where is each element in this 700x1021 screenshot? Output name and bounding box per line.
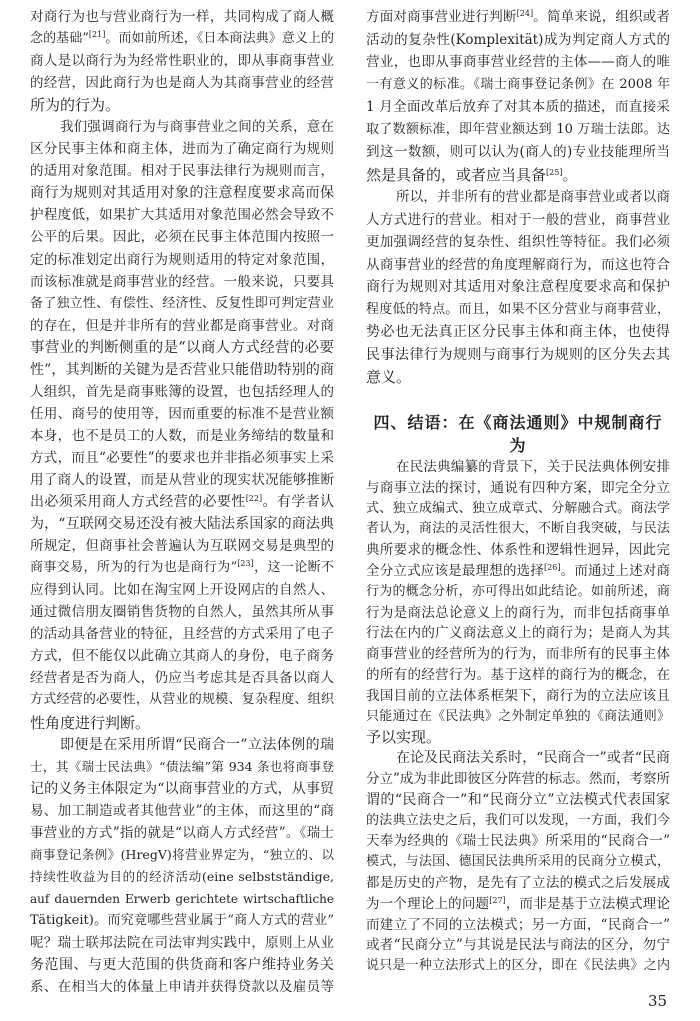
text-line: 的适用对象范围。相对于民事法律行为规则而言，	[30, 163, 334, 180]
text-line: 士，其《瑞士民法典》“债法编”第 934 条也将商事登	[30, 758, 334, 774]
section-heading: 四、结语：在《商法通则》中规制商行为	[373, 413, 663, 455]
text-line: auf dauernden Erwerb gerichtete wirtschaftliche	[30, 891, 334, 906]
text-line: 行为是商法总论意义上的商行为，而非包括商事单	[366, 604, 670, 621]
text-line: 一有意义的标准。《瑞士商事登记条例》在 2008 年	[366, 76, 670, 92]
text-line: 护程度低，如果扩大其适用对象范围必然会导致不	[30, 207, 334, 224]
text-line: 为，“互联网交易还没有被大陆法系国家的商法典	[30, 516, 334, 533]
text-line: 区分民事主体和商主体，进而为了确定商行为规则	[30, 141, 334, 158]
text-line: 记的义务主体限定为“以商事营业的方式，从事贸	[30, 780, 334, 797]
text-line: 念的基础”[21]。而如前所述，《日本商法典》意义上的	[30, 30, 334, 47]
text-line: 的法典立法史之后，我们可以发现，一方面，我们今	[366, 812, 670, 828]
text-line: 说只是一种立法形式上的区分，即在《民法典》之内	[366, 958, 670, 974]
text-line: 为一个理论上的问题[27]，而非是基于立法模式理论	[366, 895, 670, 912]
text-line: 意义。	[366, 368, 412, 386]
right-column-bottom	[366, 457, 670, 977]
citation-marker: [22]	[245, 494, 263, 504]
text-line: 事营业的判断侧重的是“以商人方式经营的必要	[30, 339, 334, 356]
text-line: 即便是在采用所谓“民商合一”立法体例的瑞	[60, 736, 334, 753]
text-line: 人方式进行的营业。相对于一般的营业，商事营业	[366, 211, 670, 228]
text-line: 易、加工制造或者其他营业”的主体，而这里的“商	[30, 802, 334, 819]
text-line: 商事营业的经营所为的行为，而非所有的民事主体	[366, 646, 670, 663]
text-line: 在民法典编纂的背景下，关于民法典体例安排	[396, 459, 670, 475]
text-line: 公平的后果。因此，必须在民事主体范围内按照一	[30, 229, 334, 246]
text-line: 性”，其判断的关键为是否营业只能借助特别的商	[30, 361, 334, 378]
text-line: 者认为，商法的灵活性很大，不断自我突破，与民法	[366, 521, 670, 537]
text-line: 更加强调经营的复杂性、组织性等特征。我们必须	[366, 234, 670, 250]
text-line: 而该标准就是商事营业的经营。一般来说，只要具	[30, 273, 334, 290]
text-line: Tätigkeit)。而究竟哪些营业属于“商人方式的营业”	[30, 912, 334, 928]
text-line: 商行为规则对其适用对象的注意程度要求高而保	[30, 185, 334, 202]
left-column	[30, 6, 334, 998]
text-line: 人组织，首先是商事账簿的设置，也包括经理人的	[30, 383, 334, 400]
text-line: 营业，也即从事商事营业经营的主体——商人的唯	[366, 54, 670, 70]
text-line: 备了独立性、有偿性、经济性、反复性即可判定营业	[30, 295, 334, 311]
text-line: 全分立式应该是最理想的选择[26]。而通过上述对商	[366, 562, 670, 579]
citation-marker: [25]	[546, 167, 563, 177]
text-line: 予以实现。	[366, 728, 442, 747]
text-line: 本身，也不是员工的人数，而是业务缔结的数量和	[30, 427, 334, 444]
text-line: 1 月全面改革后放弃了对其本质的描述，而直接采	[366, 99, 670, 115]
citation-marker: [24]	[516, 9, 534, 18]
citation-marker: [21]	[88, 30, 106, 40]
text-line: 而建立了不同的立法模式；另一方面，“民商合一”	[366, 916, 670, 933]
text-line: 的活动具备营业的特征，且经营的方式采用了电子	[30, 626, 334, 643]
text-line: 在论及民商法关系时，“民商合一”或者“民商	[396, 750, 670, 767]
text-line: 所规定，但商事社会普遍认为互联网交易是典型的	[30, 538, 334, 555]
citation-marker: [26]	[544, 562, 561, 572]
text-line: 方式经营的必要性，从营业的规模、复杂程度、组织	[30, 692, 334, 708]
text-line: 应得到认同。比如在淘宝网上开设网店的自然人、	[30, 582, 334, 599]
text-line: 任用、商号的使用等，因而重要的标准不是营业额	[30, 405, 334, 422]
text-line: 的存在，但是并非所有的营业都是商事营业。对商	[30, 317, 334, 334]
text-line: 的经营，因此商行为也是商人为其商事营业的经营	[30, 75, 334, 92]
text-line: 方式，但不能仅以此确立其商人的身份，电子商务	[30, 648, 334, 665]
text-line: 系、在相当大的体量上申请并获得贷款以及雇员等	[30, 979, 334, 996]
text-line: 所以，并非所有的营业都是商事营业或者以商	[396, 189, 670, 205]
text-line: 或者“民商分立”与其说是民法与商法的区分，勿宁	[366, 937, 670, 954]
text-line: 取了数额标准，即年营业额达到 10 万瑞士法郎。达	[366, 121, 670, 137]
text-line: 典所要求的概念性、体系性和逻辑性迥异，因此完	[366, 542, 670, 559]
text-line: 出必须采用商人方式经营的必要性[22]。有学者认	[30, 494, 334, 511]
text-line: 所为的行为。	[30, 96, 121, 115]
text-line: 商人是以商行为为经常性职业的，即从事商事营业	[30, 53, 334, 70]
text-line: 的所有的经营行为。基于这样的商行为的概念，在	[366, 666, 670, 683]
text-line: 商事交易，所为的行为也是商行为”[23]，这一论断不	[30, 559, 334, 576]
text-line: 分立”成为非此即彼区分阵营的标志。然而，考察所	[366, 770, 670, 787]
text-line: 对商行为也与营业商行为一样，共同构成了商人概	[30, 9, 334, 25]
text-line: 定的标准划定出商行为规则适用的特定对象范围，	[30, 251, 334, 268]
citation-marker: [23]	[237, 559, 254, 569]
text-line: 方式，而且“必要性”的要求也并非指必须事实上采	[30, 449, 334, 466]
text-line: 我国目前的立法体系框架下，商行为的立法应该且	[366, 687, 670, 704]
text-line: 只能通过在《民法典》之外制定单独的《商法通则》	[366, 708, 670, 724]
text-line: 程度低的特点。而且，如果不区分营业与商事营业，	[366, 301, 670, 317]
text-line: 到这一数额，则可以认为(商人的)专业技能理所当	[366, 144, 670, 160]
text-line: 式、独立成编式、独立成章式、分解融合式。商法学	[366, 500, 670, 516]
citation-marker: [27]	[489, 895, 506, 905]
text-line: 事营业的方式”指的就是“以商人方式经营”。《瑞士	[30, 824, 334, 841]
text-line: 用了商人的设置，而是从营业的现实状况能够推断	[30, 471, 334, 488]
text-line: 从商事营业的经营的角度理解商行为，而这也符合	[366, 256, 670, 273]
right-column-top	[366, 6, 670, 389]
text-line: 方面对商事营业进行判断[24]。简单来说，组织或者	[366, 9, 670, 25]
page-number: 35	[648, 992, 668, 1010]
text-line: 务范围、与更大范围的供货商和客户维持业务关	[30, 957, 334, 974]
text-line: 商事登记条例》(HregV)将营业界定为，“独立的、以	[30, 846, 334, 862]
text-line: 然是具备的，或者应当具备[25]。	[366, 165, 578, 184]
text-line: 天奉为经典的《瑞士民法典》所采用的“民商合一”	[366, 833, 670, 850]
text-line: 我们强调商行为与商事营业之间的关系，意在	[60, 119, 334, 136]
text-line: 性角度进行判断。	[30, 713, 151, 732]
text-line: 行为的概念分析，亦可得出如此结论。如前所述，商	[366, 583, 670, 599]
text-line: 行法在内的广义商法意义上的商行为；是商人为其	[366, 625, 670, 642]
text-line: 持续性收益为目的的经济活动(eine selbstständige,	[30, 868, 334, 884]
text-line: 商行为规则对其适用对象注意程度要求高和保护	[366, 279, 670, 295]
text-line: 谓的“民商合一”和“民商分立”立法模式代表国家	[366, 791, 670, 808]
text-line: 与商事立法的探讨，通说有四种方案，即完全分立	[366, 479, 670, 496]
text-line: 通过微信朋友圈销售货物的自然人，虽然其所从事	[30, 604, 334, 621]
text-line: 呢？瑞士联邦法院在司法审判实践中，原则上从业	[30, 934, 334, 951]
text-line: 都是历史的产物，是先有了立法的模式之后发展成	[366, 874, 670, 891]
text-line: 经营者是否为商人，仍应当考虑其是否具备以商人	[30, 670, 334, 687]
text-line: 活动的复杂性(Komplexität)成为判定商人方式的	[366, 31, 670, 48]
text-line: 民事法律行为规则与商事行为规则的区分失去其	[366, 346, 670, 363]
text-line: 模式，与法国、德国民法典所采用的民商分立模式，	[366, 854, 670, 870]
text-line: 势必也无法真正区分民事主体和商主体，也使得	[366, 324, 670, 340]
